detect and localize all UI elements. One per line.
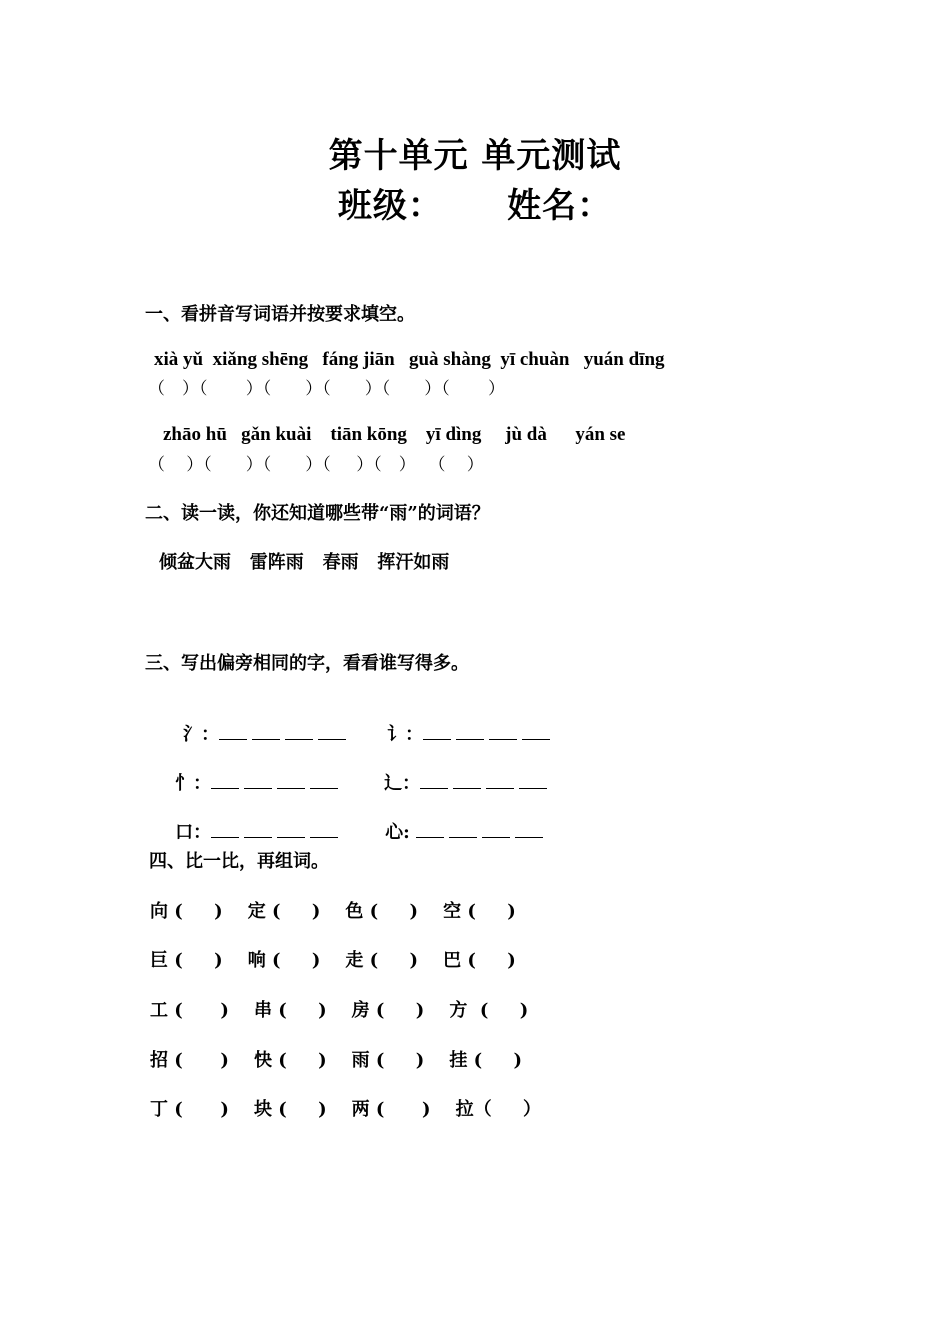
blank-line[interactable] [482,823,510,838]
blank-line[interactable] [277,823,305,838]
compare-row-4: 招 ( ) 快 ( ) 雨 ( ) 挂 ( ) [150,1050,522,1071]
blank-line[interactable] [244,774,272,789]
radical-row-heart [360,797,548,865]
page-title: 第十单元 单元测试 [328,136,622,176]
blank-line[interactable] [211,774,239,789]
compare-row-3: 工 ( ) 串 ( ) 房 ( ) 方 ( ) [150,1000,529,1021]
blank-line[interactable] [486,774,514,789]
compare-row-1: 向 ( ) 定 ( ) 色 ( ) 空 ( ) [150,901,516,922]
section4-heading: 四、比一比，再组词。 [149,851,329,872]
blank-line[interactable] [416,823,444,838]
radical-label: 心: [385,822,410,843]
class-name-line: 班级： 姓名： [337,186,613,226]
pinyin-row-1: xià yǔ xiǎng shēng fáng jiān guà shàng yī chuàn yuán dīng [154,349,665,370]
radical-label: 氵： [183,724,220,745]
blank-line[interactable] [420,774,448,789]
blank-line[interactable] [285,725,313,740]
radical-label: 辶： [384,773,421,794]
blank-line[interactable] [453,774,481,789]
blank-line[interactable] [310,774,338,789]
blank-line[interactable] [515,823,543,838]
section3-heading: 三、写出偏旁相同的字，看看谁写得多。 [145,653,469,674]
blank-line[interactable] [211,823,239,838]
pinyin-row-2: zhāo hū gǎn kuài tiān kōng yī dìng jù dà yán se [163,424,626,445]
blank-line[interactable] [456,725,484,740]
blank-line[interactable] [519,774,547,789]
compare-row-5: 丁 ( ) 块 ( ) 两 ( ) 拉（ ） [150,1099,541,1120]
rain-words: 倾盆大雨 雷阵雨 春雨 挥汗如雨 [159,552,450,573]
section1-heading: 一、看拼音写词语并按要求填空。 [145,304,415,325]
radical-label: 忄： [175,773,212,794]
compare-row-2: 巨 ( ) 响 ( ) 走 ( ) 巴 ( ) [150,950,516,971]
blank-line[interactable] [489,725,517,740]
blank-line[interactable] [310,823,338,838]
radical-label: 口： [175,822,212,843]
answer-parens-row-1[interactable]: （ ）（ ）（ ）（ ）（ ）（ ） [148,379,505,398]
blank-line[interactable] [318,725,346,740]
blank-line[interactable] [277,774,305,789]
blank-line[interactable] [449,823,477,838]
answer-parens-row-2[interactable]: （ ）（ ）（ ）（ ）（ ） （ ） [148,455,484,474]
blank-line[interactable] [522,725,550,740]
blank-line[interactable] [252,725,280,740]
blank-line[interactable] [219,725,247,740]
section2-heading: 二、读一读，你还知道哪些带“雨”的词语？ [145,503,490,524]
radical-label: 讠： [387,724,424,745]
blank-line[interactable] [423,725,451,740]
blank-line[interactable] [244,823,272,838]
